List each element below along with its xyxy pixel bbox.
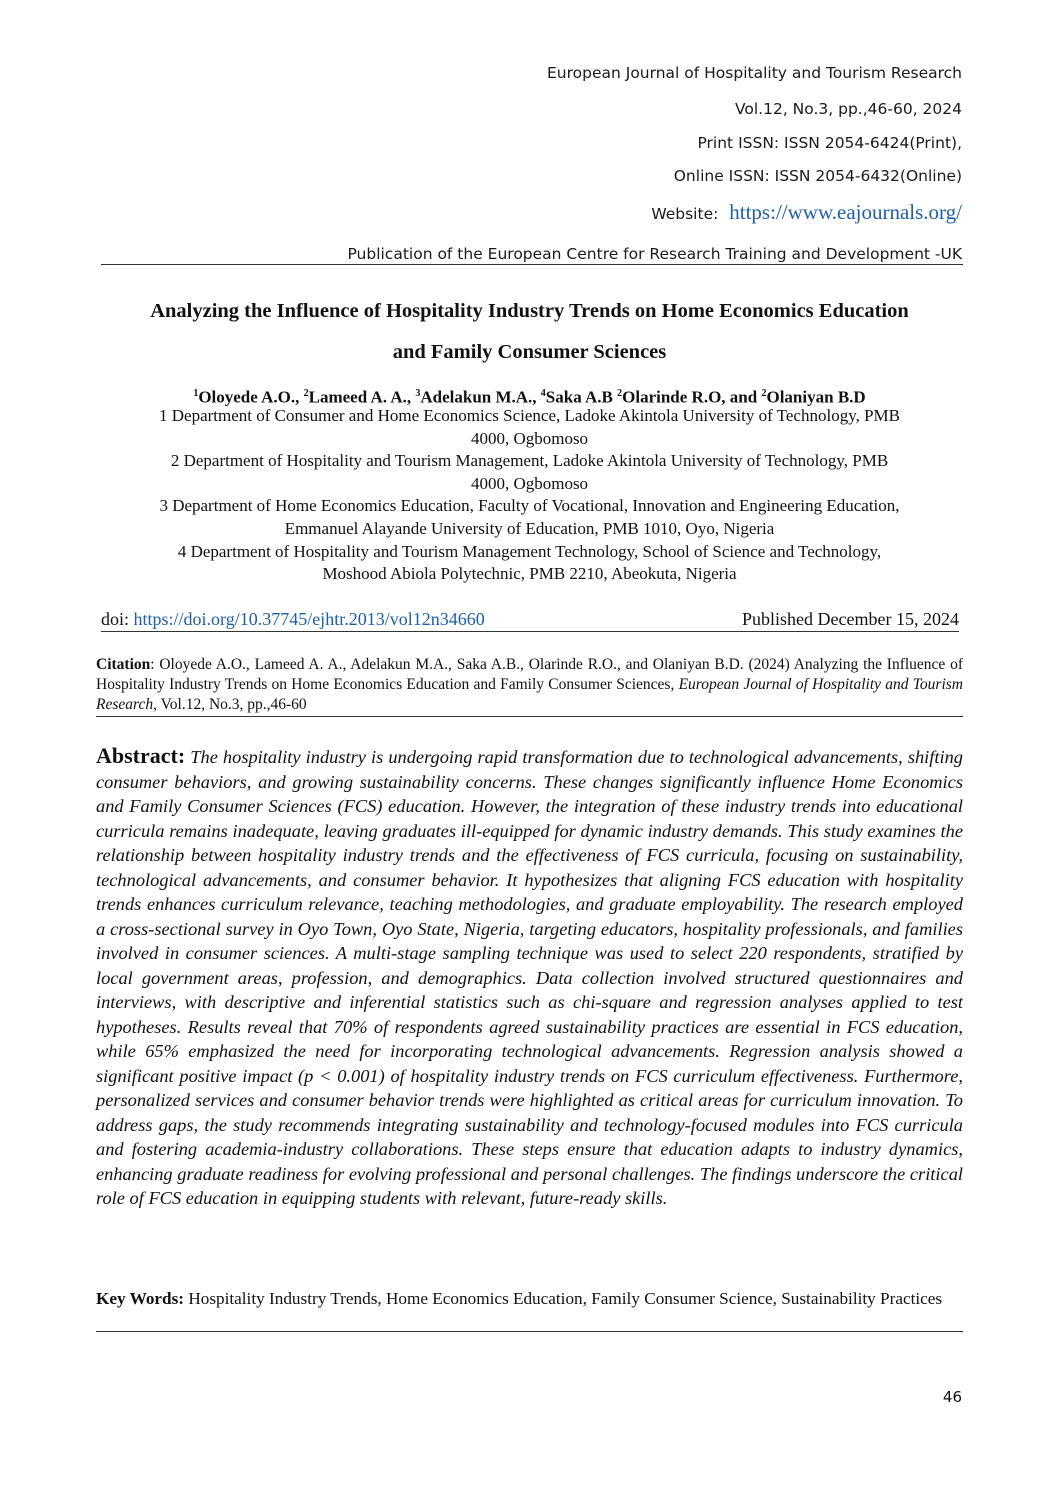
author-affiliation-number: 2 — [617, 388, 623, 399]
doi — [101, 608, 485, 630]
header-divider — [101, 264, 963, 265]
author-affiliation-number: 1 — [193, 388, 199, 399]
online-issn: Online ISSN: ISSN 2054-6432(Online) — [673, 167, 962, 185]
abstract-text: The hospitality industry is undergoing rapid transformation due to technological advancements, shifting consumer behaviors, and growing sustainability concerns. These changes significantly influence Home Economics and Family Consumer Sciences (FCS) education. However, the integration of these industry trends into educational curricula remains inadequate, leaving graduates ill-equipped for dynamic industry demands. This study examines the relationship between hospitality industry trends and the effectiveness of FCS curricula, focusing on sustainability, technological advancements, and consumer behavior. It hypothesizes that aligning FCS education with hospitality trends enhances curriculum relevance, teaching methodologies, and graduate employability. The research employed a cross-sectional survey in Oyo Town, Oyo State, Nigeria, targeting educators, hospitality professionals, and families involved in consumer sciences. A multi-stage sampling technique was used to select 220 respondents, stratified by local government areas, profession, and demographics. Data collection involved structured questionnaires and interviews, with descriptive and inferential statistics such as chi-square and regression analyses applied to test hypotheses. Results reveal that 70% of respondents agreed sustainability practices are essential in FCS education, while 65% emphasized the need for incorporating technological advancements. Regression analysis showed a significant positive impact (p < 0.001) of hospitality industry trends on FCS curriculum effectiveness. Furthermore, personalized services and consumer behavior trends were highlighted as critical areas for curriculum innovation. To address gaps, the study recommends integrating sustainability and technology-focused modules into FCS curricula and fostering academia-industry collaborations. These steps ensure that education adapts to industry dynamics, enhancing graduate readiness for evolving professional and personal challenges. The findings underscore the critical role of FCS education in equipping students with relevant, future-ready skills. — [96, 747, 964, 1208]
citation-divider — [96, 716, 963, 717]
print-issn: Print ISSN: ISSN 2054-6424(Print), — [697, 134, 962, 152]
affiliation-line: 3 Department of Home Economics Education, Faculty of Vocational, Innovation and Engineering Education, — [159, 496, 900, 516]
title-line-1: Analyzing the Influence of Hospitality Industry Trends on Home Economics Education — [150, 300, 909, 322]
publisher-line: Publication of the European Centre for Research Training and Development -UK — [347, 245, 962, 263]
affiliation-line: 4 Department of Hospitality and Tourism Management Technology, School of Science and Technology, — [177, 541, 882, 561]
affiliation-line: 2 Department of Hospitality and Tourism Management, Ladoke Akintola University of Technology, PMB — [170, 451, 889, 471]
doi-link[interactable]: https://doi.org/10.37745/ejhtr.2013/vol12n34660 — [133, 609, 485, 629]
affiliations — [96, 405, 963, 586]
citation-journal: European Journal of Hospitality and Tourism Research — [96, 676, 963, 713]
page-number: 46 — [942, 1388, 962, 1406]
author-name: Adelakun M.A., — [420, 387, 541, 407]
citation-tail: , Vol.12, No.3, pp.,46-60 — [153, 696, 307, 713]
doi-label: doi: — [101, 609, 134, 629]
keywords — [96, 1288, 963, 1310]
citation — [96, 655, 963, 715]
citation-text: : Oloyede A.O., Lameed A. A., Adelakun M.A., Saka A.B., Olarinde R.O., and Olaniyan B.D. (2024) Analyzing the Influence of Hospitality Industry Trends on Home Economics Education and Family Consumer Sciences, — [96, 656, 963, 693]
abstract — [96, 744, 963, 1211]
affiliation-line: Emmanuel Alayande University of Education, PMB 1010, Oyo, Nigeria — [284, 518, 775, 538]
author-affiliation-number: 4 — [540, 388, 546, 399]
keywords-label: Key Words: — [96, 1289, 185, 1308]
website-line — [651, 200, 962, 225]
affiliation-line: Moshood Abiola Polytechnic, PMB 2210, Abeokuta, Nigeria — [322, 564, 737, 584]
affiliation-line: 4000, Ogbomoso — [470, 428, 589, 448]
website-link[interactable]: https://www.eajournals.org/ — [729, 200, 962, 224]
author-affiliation-number: 2 — [303, 388, 309, 399]
affiliation-line: 4000, Ogbomoso — [470, 473, 589, 493]
abstract-label: Abstract: — [96, 743, 186, 768]
published-date: Published December 15, 2024 — [742, 609, 959, 629]
author-affiliation-number: 3 — [415, 388, 421, 399]
affiliation-line: 1 Department of Consumer and Home Economics Science, Ladoke Akintola University of Technology, PMB — [159, 406, 900, 425]
website-label: Website: — [651, 205, 719, 223]
citation-label: Citation — [96, 656, 151, 673]
keywords-text: Hospitality Industry Trends, Home Economics Education, Family Consumer Science, Sustainability Practices — [184, 1289, 943, 1308]
journal-name: European Journal of Hospitality and Tourism Research — [547, 64, 962, 82]
author-name: Oloyede A.O., — [198, 387, 304, 407]
volume-info: Vol.12, No.3, pp.,46-60, 2024 — [734, 100, 962, 118]
keywords-divider — [96, 1331, 963, 1332]
doi-row — [101, 608, 959, 630]
author-name: Lameed A. A., — [308, 387, 416, 407]
author-name: Olaniyan B.D — [766, 387, 866, 407]
author-name: Olarinde R.O, and — [622, 387, 762, 407]
author-name: Saka A.B — [545, 387, 618, 407]
paper-title — [96, 291, 963, 373]
doi-divider — [101, 631, 959, 632]
title-line-2: and Family Consumer Sciences — [392, 341, 667, 363]
author-affiliation-number: 2 — [761, 388, 767, 399]
